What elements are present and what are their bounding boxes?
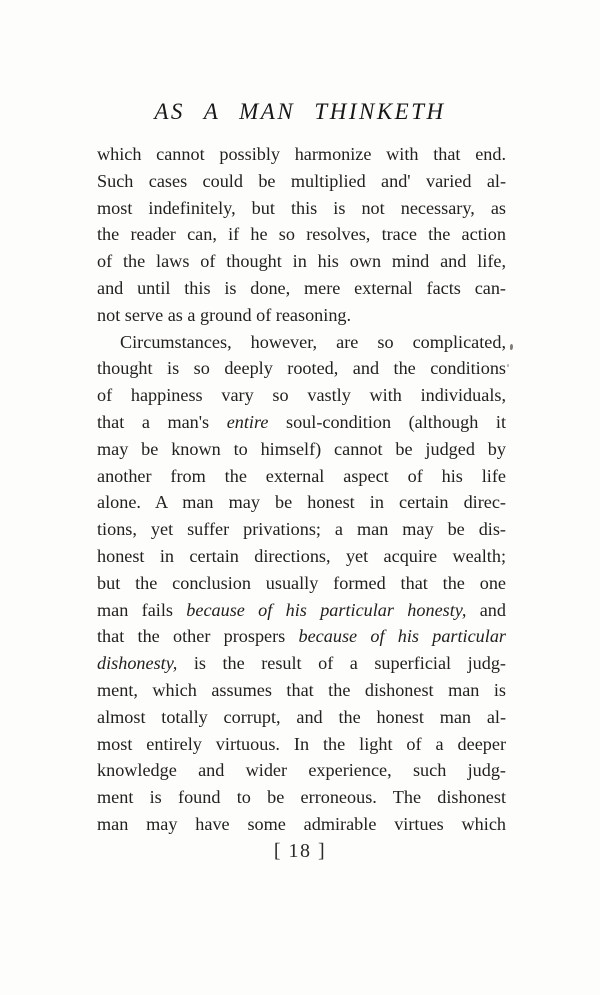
text-line: the reader can, if he so resolves, trace the action	[97, 224, 506, 245]
text-line: thought is so deeply rooted, and the conditions	[97, 358, 506, 379]
text-line: another from the external aspect of his life	[97, 465, 506, 486]
text-line: but the conclusion usually formed that the one	[97, 572, 506, 593]
text-line: that a man's entire soul-condition (although it	[97, 411, 506, 432]
scan-speck	[507, 364, 509, 367]
text-line: of the laws of thought in his own mind and life,	[97, 251, 506, 272]
text-line: of happiness vary so vastly with individuals,	[97, 385, 506, 406]
text-line: dishonesty, is the result of a superficial judg-	[97, 653, 506, 674]
page-number: [ 18 ]	[273, 840, 327, 862]
text-line: not serve as a ground of reasoning.	[97, 304, 352, 325]
text-line: Such cases could be multiplied and' varied al-	[97, 170, 506, 191]
text-line: man fails because of his particular honesty, and	[97, 599, 506, 620]
text-line: that the other prospers because of his particular	[97, 626, 506, 647]
text-line: Circumstances, however, are so complicated,	[120, 331, 506, 352]
text-line: and until this is done, mere external facts can-	[97, 277, 506, 298]
scan-speck	[510, 344, 513, 350]
text-line: almost totally corrupt, and the honest man al-	[97, 706, 506, 727]
text-line: ment, which assumes that the dishonest man is	[97, 679, 506, 700]
text-line: may be known to himself) cannot be judged by	[97, 438, 506, 459]
running-head-title: AS A MAN THINKETH	[154, 99, 446, 124]
text-line: tions, yet suffer privations; a man may be dis-	[97, 519, 506, 540]
text-block	[97, 141, 506, 838]
text-line: most entirely virtuous. In the light of a deeper	[97, 733, 506, 754]
text-line: most indefinitely, but this is not necessary, as	[97, 197, 506, 218]
text-line: man may have some admirable virtues which	[97, 813, 506, 834]
text-line: honest in certain directions, yet acquire wealth;	[97, 545, 506, 566]
text-line: ment is found to be erroneous. The dishonest	[97, 787, 506, 808]
text-line: knowledge and wider experience, such judg-	[97, 760, 506, 781]
text-line: alone. A man may be honest in certain direc-	[97, 492, 506, 513]
text-line: which cannot possibly harmonize with that end.	[97, 144, 506, 164]
